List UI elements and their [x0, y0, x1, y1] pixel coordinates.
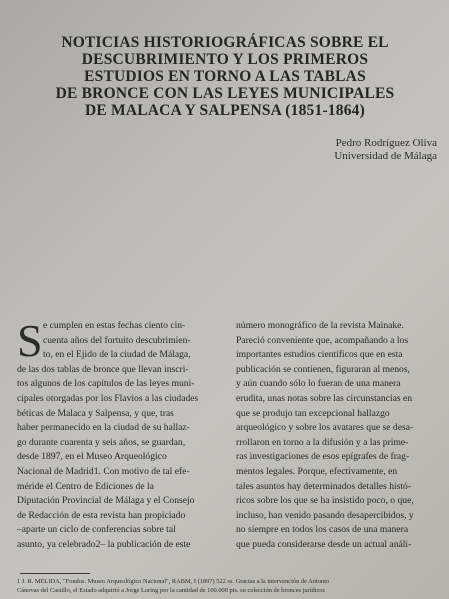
text-line: Diputación Provincial de Málaga y el Consejo — [17, 495, 195, 507]
text-line: béticas de Malaca y Salpensa, y que, tras — [17, 407, 174, 419]
text-line: cipales otorgadas por los Flavios a las ciudades — [17, 392, 199, 404]
text-line: tos algunos de los capítulos de las leyes muni- — [17, 378, 195, 390]
text-line: e cumplen en estas fechas ciento cin- — [43, 320, 186, 331]
text-line: méride el Centro de Ediciones de la — [17, 480, 154, 492]
text-line: publicación se contienen, figuraran al menos, — [236, 363, 410, 375]
text-line: go durante cuarenta y seis años, se guardan, — [17, 436, 186, 448]
title-line: DE BRONCE CON LAS LEYES MUNICIPALES — [55, 85, 395, 102]
text-line: asunto, ya celebrado2– la publicación de este — [17, 538, 191, 550]
drop-cap: S — [17, 315, 43, 366]
footnote-line: 1 J. R. MÉLIDA, "Fondos. Museo Arqueológico Nacional", RABM, I (1897) 522 ss. Gracias a la intervención de Antonio — [17, 578, 330, 585]
text-line: no siempre en todos los casos de una manera — [236, 524, 409, 536]
text-line: que pueda considerarse desde un actual análi- — [236, 538, 412, 550]
title-line: DESCUBRIMIENTO Y LOS PRIMEROS — [81, 51, 369, 68]
text-line: Pareció conveniente que, acompañando a los — [236, 334, 409, 346]
footnotes — [17, 578, 447, 595]
author-block — [334, 137, 437, 163]
footnote-line: Cánovas del Castillo, el Estado adquirió a Jorge Loring por la cantidad de 100.000 pts. su colección de bronces jurídicos — [17, 586, 325, 594]
title-line: DE MALACA Y SALPENSA (1851-1864) — [85, 102, 365, 119]
text-line: importantes estudios científicos que en esta — [236, 349, 403, 361]
text-line: ricos sobre los que se ha insistido poco, o que, — [236, 495, 414, 507]
text-line: rrollaron en torno a la difusión y a las prime- — [236, 436, 409, 448]
text-line: desde 1897, en el Museo Arqueológico — [17, 451, 167, 463]
text-line: –aparte un ciclo de conferencias sobre tal — [17, 524, 176, 536]
footnote-divider — [20, 573, 90, 574]
title-line: ESTUDIOS EN TORNO A LAS TABLAS — [84, 68, 366, 85]
text-line: erudita, unas notas sobre las circunstancias en — [236, 392, 413, 404]
text-line: número monográfico de la revista Mainake. — [236, 320, 404, 331]
text-line: to, en el Ejido de la ciudad de Málaga, — [43, 349, 191, 361]
text-line: de Redacción de esta revista han propiciado — [17, 509, 186, 521]
text-line: mentos legales. Porque, efectivamente, en — [236, 465, 398, 477]
author-affiliation: Universidad de Málaga — [334, 150, 437, 162]
article-title — [40, 34, 410, 119]
body-column-left — [17, 315, 219, 553]
text-line: incluso, han venido pasando desapercibidos, y — [236, 509, 414, 521]
text-line: de las dos tablas de bronce que llevan inscri- — [17, 363, 189, 375]
text-line: haber permanecido en la ciudad de su hallaz- — [17, 422, 190, 434]
text-line: Nacional de Madrid1. Con motivo de tal efe- — [17, 465, 190, 477]
text-line: ras investigaciones de esos epígrafes de frag- — [236, 451, 410, 463]
body-column-right — [236, 319, 440, 553]
text-line: arqueológico y sobre los avatares que se desa- — [236, 422, 414, 434]
author-name: Pedro Rodríguez Oliva — [335, 137, 437, 149]
text-line: tales asuntos hay determinados detalles histó- — [236, 480, 412, 492]
title-line: NOTICIAS HISTORIOGRÁFICAS SOBRE EL — [61, 34, 389, 51]
text-line: y aún cuando sólo lo fueran de una manera — [236, 378, 401, 390]
text-line: cuenta años del fortuito descubrimien- — [43, 334, 191, 346]
text-line: que se produjo tan excepcional hallazgo — [236, 407, 390, 419]
